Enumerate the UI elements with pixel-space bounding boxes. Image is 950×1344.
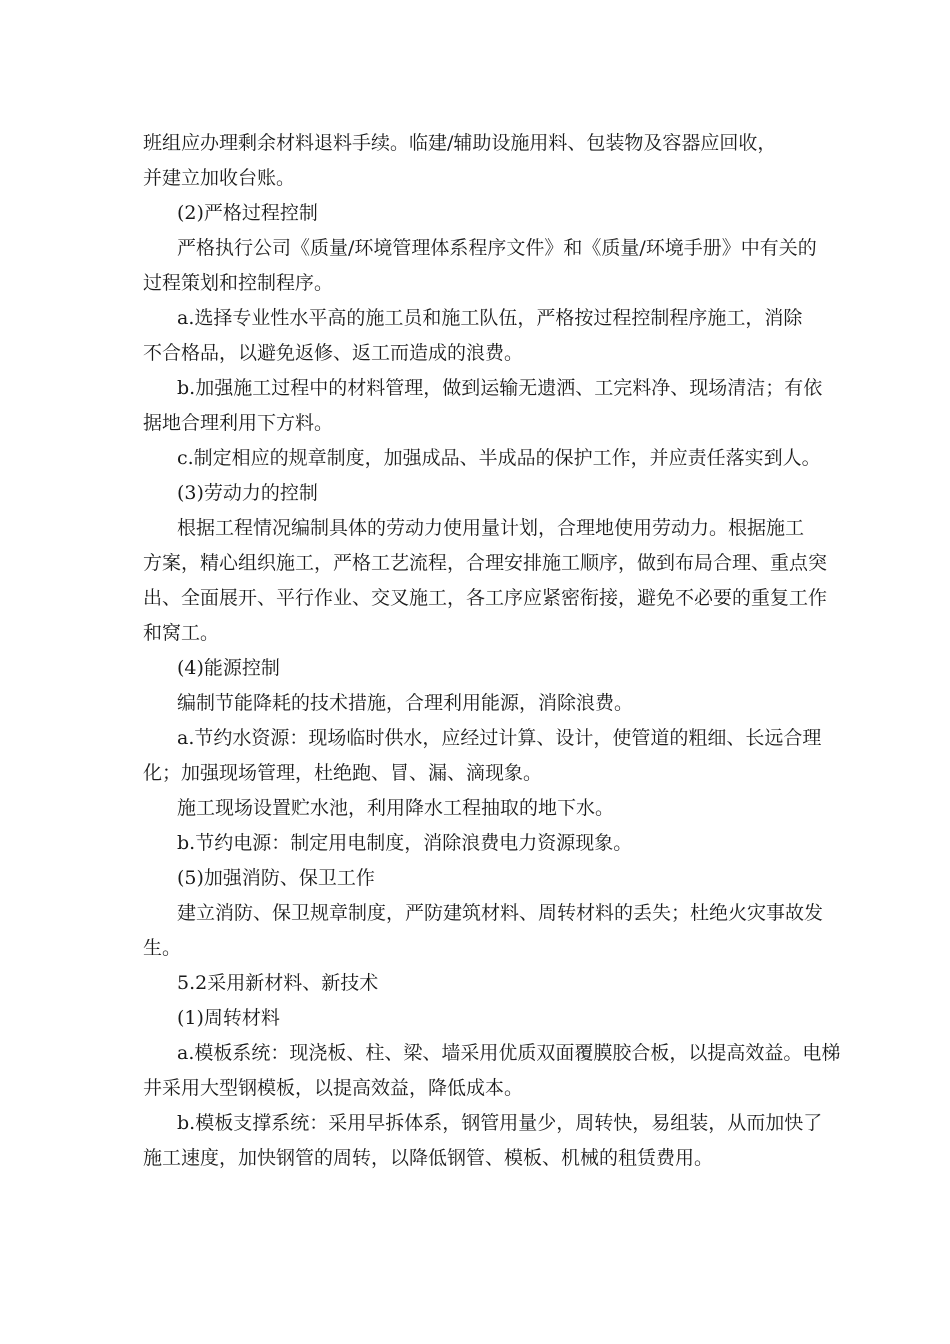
section-heading: (5)加强消防、保卫工作	[177, 867, 375, 889]
section-heading: (1)周转材料	[177, 1007, 280, 1029]
paragraph-line: 过程策划和控制程序。	[143, 272, 334, 294]
paragraph-line: 编制节能降耗的技术措施，合理利用能源，消除浪费。	[177, 692, 634, 714]
paragraph-line: a.选择专业性水平高的施工员和施工队伍，严格按过程控制程序施工，消除	[177, 307, 803, 329]
paragraph-line: 建立消防、保卫规章制度，严防建筑材料、周转材料的丢失；杜绝火灾事故发	[177, 902, 824, 924]
paragraph-line: 井采用大型钢模板，以提高效益，降低成本。	[143, 1077, 524, 1099]
paragraph-line: 和窝工。	[143, 622, 220, 644]
section-heading: 5.2采用新材料、新技术	[177, 972, 379, 994]
paragraph-line: 不合格品，以避免返修、返工而造成的浪费。	[143, 342, 524, 364]
paragraph-line: 方案，精心组织施工，严格工艺流程，合理安排施工顺序，做到布局合理、重点突	[143, 552, 828, 574]
paragraph-line: a.节约水资源：现场临时供水，应经过计算、设计，使管道的粗细、长远合理	[177, 727, 822, 749]
paragraph-line: 并建立加收台账。	[143, 167, 296, 189]
paragraph-line: b.加强施工过程中的材料管理，做到运输无遗洒、工完料净、现场清洁；有依	[177, 377, 823, 399]
paragraph-line: 严格执行公司《质量/环境管理体系程序文件》和《质量/环境手册》中有关的	[177, 237, 817, 259]
section-heading: (2)严格过程控制	[177, 202, 318, 224]
paragraph-line: 据地合理利用下方料。	[143, 412, 334, 434]
paragraph-line: 施工现场设置贮水池，利用降水工程抽取的地下水。	[177, 797, 615, 819]
paragraph-line: 出、全面展开、平行作业、交叉施工，各工序应紧密衔接，避免不必要的重复工作	[143, 587, 828, 609]
paragraph-line: c.制定相应的规章制度，加强成品、半成品的保护工作，并应责任落实到人。	[177, 447, 821, 469]
paragraph-line: 生。	[143, 937, 182, 959]
paragraph-line: a.模板系统：现浇板、柱、梁、墙采用优质双面覆膜胶合板，以提高效益。电梯	[177, 1042, 841, 1064]
section-heading: (3)劳动力的控制	[177, 482, 318, 504]
section-heading: (4)能源控制	[177, 657, 280, 679]
paragraph-line: 化；加强现场管理，杜绝跑、冒、漏、滴现象。	[143, 762, 543, 784]
paragraph-line: 班组应办理剩余材料退料手续。临建/辅助设施用料、包装物及容器应回收，	[143, 132, 777, 154]
paragraph-line: b.模板支撑系统：采用早拆体系，钢管用量少，周转快，易组装，从而加快了	[177, 1112, 823, 1134]
paragraph-line: b.节约电源：制定用电制度，消除浪费电力资源现象。	[177, 832, 633, 854]
paragraph-line: 根据工程情况编制具体的劳动力使用量计划，合理地使用劳动力。根据施工	[177, 517, 805, 539]
paragraph-line: 施工速度，加快钢管的周转，以降低钢管、模板、机械的租赁费用。	[143, 1147, 714, 1169]
